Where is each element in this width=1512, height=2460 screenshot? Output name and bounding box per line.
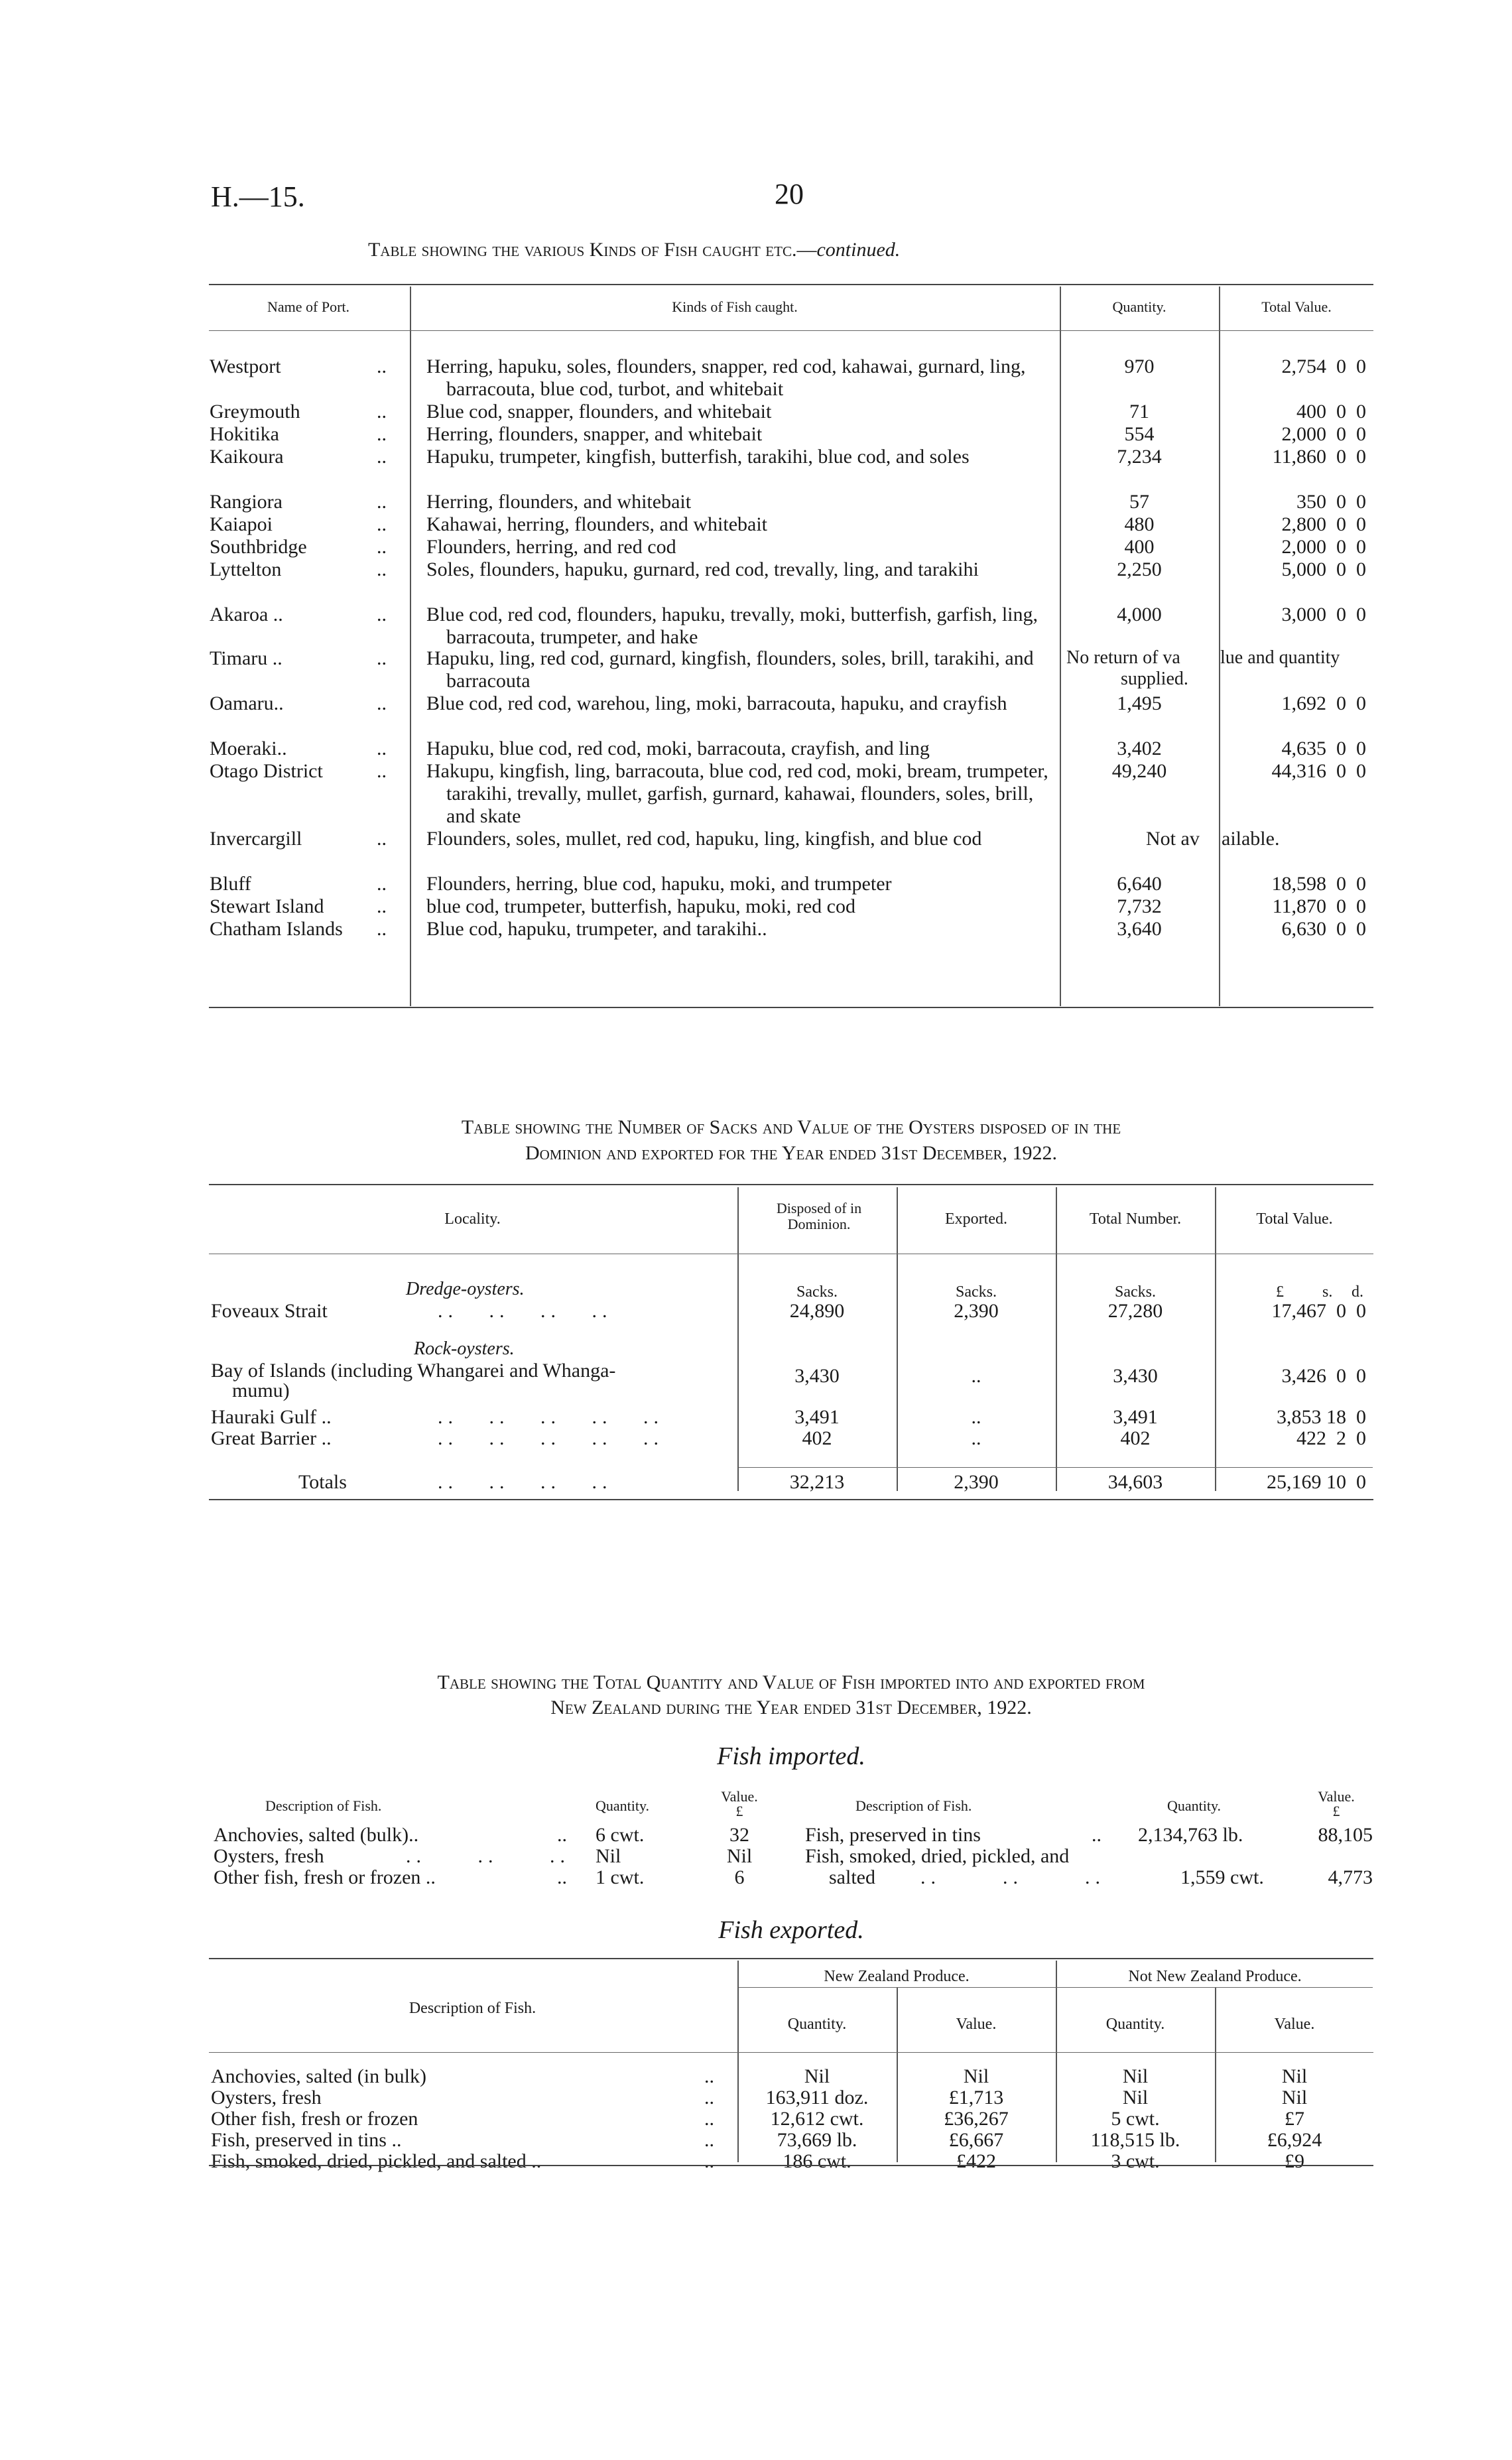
leader-dots: .. xyxy=(704,2065,714,2087)
exp-other-qty: 118,515 lb. xyxy=(1090,2129,1180,2151)
leader-dots: .. .. .. .. .. xyxy=(438,1406,664,1428)
port-name: Southbridge xyxy=(210,536,307,558)
table1-title: Table showing the various Kinds of Fish caught etc.—continued. xyxy=(368,239,901,261)
table3-bottom-rule xyxy=(209,2165,1373,2166)
leader-dots: .. xyxy=(377,356,387,377)
table1-header-port: Name of Port. xyxy=(267,298,350,315)
fish-quantity: 71 xyxy=(1129,401,1149,422)
fish-kinds: Blue cod, red cod, flounders, hapuku, trevally, moki, butterfish, garfish, ling, barracouta, trumpeter, and hake xyxy=(426,604,1039,648)
imp-qty: Nil xyxy=(596,1845,621,1867)
oyster-total-value: 17,467 0 0 xyxy=(1271,1300,1366,1322)
port-name: Moeraki.. xyxy=(210,738,287,759)
unit-pound: £ xyxy=(1276,1283,1284,1301)
imp-header-qty: Quantity. xyxy=(1167,1797,1222,1814)
port-name: Bluff xyxy=(210,873,251,895)
imp-qty: 6 cwt. xyxy=(596,1824,645,1846)
fish-quantity: 6,640 xyxy=(1117,873,1162,895)
table3-title: Table showing the Total Quantity and Value of Fish imported into and exported from xyxy=(437,1671,1145,1693)
fish-imported-heading: Fish imported. xyxy=(717,1742,865,1770)
leader-dots: .. .. .. xyxy=(406,1845,570,1867)
timaru-note: No return of va xyxy=(1066,647,1180,668)
fish-quantity: 57 xyxy=(1129,491,1149,513)
total-value: 25,169 10 0 xyxy=(1267,1471,1366,1493)
table2-bottom-rule xyxy=(209,1499,1373,1500)
timaru-note: supplied. xyxy=(1121,669,1188,689)
subheading-dredge-oysters: Dredge-oysters. xyxy=(406,1279,525,1299)
fish-quantity: 3,402 xyxy=(1117,738,1162,759)
exp-other-val: £6,924 xyxy=(1267,2129,1322,2151)
exp-nz-val: £6,667 xyxy=(948,2129,1004,2151)
exp-header-nz: New Zealand Produce. xyxy=(824,1968,970,1985)
table2-top-rule xyxy=(209,1184,1373,1185)
leader-dots: .. xyxy=(377,604,387,625)
oyster-locality: Great Barrier .. xyxy=(211,1427,332,1449)
fish-quantity: 2,250 xyxy=(1117,558,1162,580)
exp-header-not-nz: Not New Zealand Produce. xyxy=(1128,1968,1302,1985)
exp-other-val: £9 xyxy=(1285,2150,1304,2172)
table2-title: Table showing the Number of Sacks and Value of the Oysters disposed of in the xyxy=(461,1116,1121,1138)
leader-dots: .. xyxy=(377,873,387,895)
imp-desc: salted xyxy=(829,1866,875,1888)
table1-header-value: Total Value. xyxy=(1261,298,1332,315)
document-reference: H.—15. xyxy=(211,180,305,213)
imp-header-qty: Quantity. xyxy=(596,1797,650,1814)
table2-header-exported: Exported. xyxy=(945,1210,1007,1228)
fish-quantity: 3,640 xyxy=(1117,918,1162,940)
unit-pence: d. xyxy=(1352,1283,1363,1301)
exp-desc: Anchovies, salted (in bulk) xyxy=(211,2065,426,2087)
fish-kinds: Hapuku, trumpeter, kingfish, butterfish, tarakihi, blue cod, and soles xyxy=(426,446,970,468)
fish-total-value: 11,860 0 0 xyxy=(1272,446,1366,468)
oyster-total-number: 402 xyxy=(1120,1427,1151,1449)
fish-kinds: Blue cod, red cod, warehou, ling, moki, barracouta, hapuku, and crayfish xyxy=(426,692,1007,714)
oyster-exported: 2,390 xyxy=(954,1300,999,1322)
unit-sacks: Sacks. xyxy=(1115,1283,1156,1301)
fish-kinds: Hapuku, blue cod, red cod, moki, barracouta, crayfish, and ling xyxy=(426,738,930,759)
imp-header-pound: £ xyxy=(1332,1803,1340,1819)
imp-qty: 2,134,763 lb. xyxy=(1138,1824,1243,1846)
leader-dots: .. .. .. .. xyxy=(438,1300,613,1322)
invercargill-note: Not av xyxy=(1146,828,1200,850)
fish-total-value: 2,754 0 0 xyxy=(1281,356,1366,377)
exp-other-qty: Nil xyxy=(1122,2065,1149,2087)
fish-exported-heading: Fish exported. xyxy=(718,1916,864,1944)
exp-header-qty: Quantity. xyxy=(787,2016,847,2033)
leader-dots: .. xyxy=(1092,1824,1102,1846)
imp-header-val: Value. xyxy=(721,1788,758,1805)
fish-total-value: 44,316 0 0 xyxy=(1271,760,1366,782)
oyster-disposed: 24,890 xyxy=(789,1300,845,1322)
fish-kinds: Blue cod, snapper, flounders, and whitebait xyxy=(426,401,772,422)
imp-desc: Oysters, fresh xyxy=(214,1845,324,1867)
exp-nz-qty: 186 cwt. xyxy=(783,2150,851,2172)
leader-dots: .. .. .. xyxy=(920,1866,1105,1888)
leader-dots: .. xyxy=(704,2150,714,2172)
unit-sacks: Sacks. xyxy=(796,1283,838,1301)
fish-kinds: Blue cod, hapuku, trumpeter, and tarakihi.. xyxy=(426,918,767,940)
oyster-total-value: 3,426 0 0 xyxy=(1281,1365,1366,1387)
table2-header-disposed: Disposed of in Dominion. xyxy=(776,1200,862,1232)
fish-total-value: 2,000 0 0 xyxy=(1281,423,1366,445)
imp-desc: Anchovies, salted (bulk).. xyxy=(214,1824,419,1846)
leader-dots: .. xyxy=(377,895,387,917)
fish-kinds: blue cod, trumpeter, butterfish, hapuku, moki, red cod xyxy=(426,895,855,917)
fish-total-value: 400 0 0 xyxy=(1296,401,1366,422)
totals-rule xyxy=(739,1467,1373,1468)
unit-shillings: s. xyxy=(1322,1283,1333,1301)
exp-header-subrule xyxy=(739,1987,1373,1988)
fish-kinds: Hakupu, kingfish, ling, barracouta, blue cod, red cod, moki, bream, trumpeter, tarakihi, trevally, mullet, garfish, gurnard, kahawai, flounders, soles, brill, and skate xyxy=(426,760,1048,827)
exp-other-qty: 5 cwt. xyxy=(1111,2108,1160,2130)
fish-kinds: Herring, flounders, snapper, and whitebait xyxy=(426,423,763,445)
imp-val: 6 xyxy=(734,1866,745,1888)
exp-header-rule xyxy=(209,2052,1373,2053)
port-name: Kaiapoi xyxy=(210,513,273,535)
oyster-total-number: 3,430 xyxy=(1113,1365,1158,1387)
leader-dots: .. .. .. .. xyxy=(438,1471,613,1493)
port-name: Otago District xyxy=(210,760,323,782)
port-name: Chatham Islands xyxy=(210,918,343,940)
oyster-disposed: 3,491 xyxy=(794,1406,840,1428)
fish-quantity: 400 xyxy=(1124,536,1155,558)
fish-kinds: Soles, flounders, hapuku, gurnard, red cod, trevally, ling, and tarakihi xyxy=(426,558,979,580)
imp-val: 88,105 xyxy=(1318,1824,1373,1846)
exp-desc: Oysters, fresh xyxy=(211,2087,322,2108)
port-name: Westport xyxy=(210,356,281,377)
oyster-locality: mumu) xyxy=(232,1380,290,1401)
oyster-disposed: 402 xyxy=(802,1427,832,1449)
fish-quantity: 7,732 xyxy=(1117,895,1162,917)
oyster-total-number: 27,280 xyxy=(1107,1300,1163,1322)
fish-kinds: Herring, flounders, and whitebait xyxy=(426,491,692,513)
exp-header-desc: Description of Fish. xyxy=(409,2000,536,2017)
unit-sacks: Sacks. xyxy=(956,1283,997,1301)
leader-dots: .. xyxy=(377,446,387,468)
exp-nz-qty: 73,669 lb. xyxy=(777,2129,857,2151)
oyster-exported: .. xyxy=(971,1365,981,1387)
exp-other-val: £7 xyxy=(1285,2108,1304,2130)
leader-dots: .. .. .. .. .. xyxy=(438,1427,664,1449)
imp-val: 32 xyxy=(729,1824,749,1846)
fish-total-value: 2,000 0 0 xyxy=(1281,536,1366,558)
table1-header-kinds: Kinds of Fish caught. xyxy=(672,298,798,315)
fish-kinds: Flounders, herring, blue cod, hapuku, moki, and trumpeter xyxy=(426,873,892,895)
port-name: Oamaru.. xyxy=(210,692,284,714)
oyster-total-value: 3,853 18 0 xyxy=(1277,1406,1366,1428)
exp-desc: Fish, preserved in tins .. xyxy=(211,2129,402,2151)
fish-quantity: 49,240 xyxy=(1111,760,1167,782)
table2-header-total-number: Total Number. xyxy=(1089,1210,1182,1228)
table1-header-quantity: Quantity. xyxy=(1112,298,1166,315)
fish-kinds: Herring, hapuku, soles, flounders, snapper, red cod, kahawai, gurnard, ling, barracouta, blue cod, turbot, and whitebait xyxy=(426,356,1026,400)
leader-dots: .. xyxy=(377,692,387,714)
fish-total-value: 6,630 0 0 xyxy=(1281,918,1366,940)
leader-dots: .. xyxy=(377,828,387,850)
imp-qty: 1,559 cwt. xyxy=(1180,1866,1264,1888)
leader-dots: .. xyxy=(377,491,387,513)
leader-dots: .. xyxy=(377,558,387,580)
leader-dots: .. xyxy=(557,1866,567,1888)
exp-other-val: Nil xyxy=(1281,2087,1308,2108)
exp-nz-val: £36,267 xyxy=(944,2108,1009,2130)
fish-total-value: 3,000 0 0 xyxy=(1281,604,1366,625)
exp-nz-val: £422 xyxy=(956,2150,996,2172)
leader-dots: .. xyxy=(377,401,387,422)
totals-label: Totals xyxy=(298,1471,347,1493)
oyster-locality: Hauraki Gulf .. xyxy=(211,1406,332,1428)
fish-kinds: Hapuku, ling, red cod, gurnard, kingfish, flounders, soles, brill, tarakihi, and barracouta xyxy=(426,647,1034,692)
leader-dots: .. xyxy=(557,1824,567,1846)
table1-top-rule xyxy=(209,284,1373,285)
total-exported: 2,390 xyxy=(954,1471,999,1493)
table1-header-rule xyxy=(209,330,1373,331)
table2-header-total-value: Total Value. xyxy=(1256,1210,1333,1228)
leader-dots: .. xyxy=(377,513,387,535)
fish-total-value: 2,800 0 0 xyxy=(1281,513,1366,535)
imp-header-val: Value. xyxy=(1318,1788,1355,1805)
table1-bottom-rule xyxy=(209,1007,1373,1008)
exp-nz-qty: 12,612 cwt. xyxy=(770,2108,864,2130)
port-name: Lyttelton xyxy=(210,558,282,580)
table2-header-locality: Locality. xyxy=(444,1210,501,1228)
leader-dots: .. xyxy=(377,738,387,759)
imp-header-desc: Description of Fish. xyxy=(855,1797,972,1814)
imp-header-desc: Description of Fish. xyxy=(265,1797,382,1814)
total-disposed: 32,213 xyxy=(789,1471,845,1493)
fish-total-value: 4,635 0 0 xyxy=(1281,738,1366,759)
imp-val: Nil xyxy=(726,1845,753,1867)
exp-nz-qty: Nil xyxy=(804,2065,830,2087)
oyster-exported: .. xyxy=(971,1406,981,1428)
exp-header-val: Value. xyxy=(1274,2016,1315,2033)
exp-other-val: Nil xyxy=(1281,2065,1308,2087)
fish-total-value: 5,000 0 0 xyxy=(1281,558,1366,580)
exp-header-val: Value. xyxy=(956,2016,997,2033)
table3-title: New Zealand during the Year ended 31st December, 1922. xyxy=(550,1697,1032,1718)
invercargill-note: ailable. xyxy=(1222,828,1280,850)
port-name: Invercargill xyxy=(210,828,302,850)
leader-dots: .. xyxy=(377,536,387,558)
leader-dots: .. xyxy=(704,2129,714,2151)
subheading-rock-oysters: Rock-oysters. xyxy=(414,1338,515,1359)
imp-val: 4,773 xyxy=(1328,1866,1373,1888)
imp-desc: Other fish, fresh or frozen .. xyxy=(214,1866,436,1888)
page-number: 20 xyxy=(775,178,804,210)
oyster-disposed: 3,430 xyxy=(794,1365,840,1387)
table1-col-divider xyxy=(410,287,411,1006)
imp-header-pound: £ xyxy=(735,1803,743,1819)
fish-kinds: Flounders, soles, mullet, red cod, hapuku, ling, kingfish, and blue cod xyxy=(426,828,982,850)
exp-desc: Fish, smoked, dried, pickled, and salted .. xyxy=(211,2150,542,2172)
imp-qty: 1 cwt. xyxy=(596,1866,645,1888)
port-name: Stewart Island xyxy=(210,895,324,917)
leader-dots: .. xyxy=(704,2087,714,2108)
exp-nz-val: £1,713 xyxy=(948,2087,1004,2108)
exp-desc: Other fish, fresh or frozen xyxy=(211,2108,418,2130)
timaru-note: lue and quantity xyxy=(1220,647,1340,668)
fish-quantity: 1,495 xyxy=(1117,692,1162,714)
exp-nz-qty: 163,911 doz. xyxy=(765,2087,869,2108)
total-number: 34,603 xyxy=(1107,1471,1163,1493)
fish-total-value: 11,870 0 0 xyxy=(1272,895,1366,917)
leader-dots: .. xyxy=(704,2108,714,2130)
imp-desc: Fish, smoked, dried, pickled, and xyxy=(805,1845,1070,1867)
fish-quantity: 554 xyxy=(1124,423,1155,445)
fish-quantity: 7,234 xyxy=(1117,446,1162,468)
oyster-total-value: 422 2 0 xyxy=(1296,1427,1366,1449)
table2-title: Dominion and exported for the Year ended 31st December, 1922. xyxy=(525,1142,1058,1164)
exp-nz-val: Nil xyxy=(963,2065,989,2087)
exp-header-qty: Quantity. xyxy=(1105,2016,1165,2033)
port-name: Greymouth xyxy=(210,401,300,422)
table3-top-rule xyxy=(209,1958,1373,1959)
exp-other-qty: 3 cwt. xyxy=(1111,2150,1160,2172)
port-name: Rangiora xyxy=(210,491,283,513)
fish-quantity: 970 xyxy=(1124,356,1155,377)
fish-total-value: 18,598 0 0 xyxy=(1271,873,1366,895)
fish-total-value: 1,692 0 0 xyxy=(1281,692,1366,714)
fish-kinds: Flounders, herring, and red cod xyxy=(426,536,676,558)
fish-quantity: 4,000 xyxy=(1117,604,1162,625)
exp-other-qty: Nil xyxy=(1122,2087,1149,2108)
leader-dots: .. xyxy=(377,760,387,782)
imp-desc: Fish, preserved in tins xyxy=(805,1824,981,1846)
port-name: Hokitika xyxy=(210,423,279,445)
port-name: Akaroa .. xyxy=(210,604,283,625)
port-name: Kaikoura xyxy=(210,446,284,468)
oyster-locality: Bay of Islands (including Whangarei and Whanga- xyxy=(211,1360,616,1382)
fish-quantity: 480 xyxy=(1124,513,1155,535)
leader-dots: .. xyxy=(377,918,387,940)
port-name: Timaru .. xyxy=(210,647,283,669)
leader-dots: .. xyxy=(377,423,387,445)
oyster-total-number: 3,491 xyxy=(1113,1406,1158,1428)
leader-dots: .. xyxy=(377,647,387,669)
fish-total-value: 350 0 0 xyxy=(1296,491,1366,513)
oyster-locality: Foveaux Strait xyxy=(211,1300,328,1322)
oyster-exported: .. xyxy=(971,1427,981,1449)
fish-kinds: Kahawai, herring, flounders, and whitebait xyxy=(426,513,767,535)
